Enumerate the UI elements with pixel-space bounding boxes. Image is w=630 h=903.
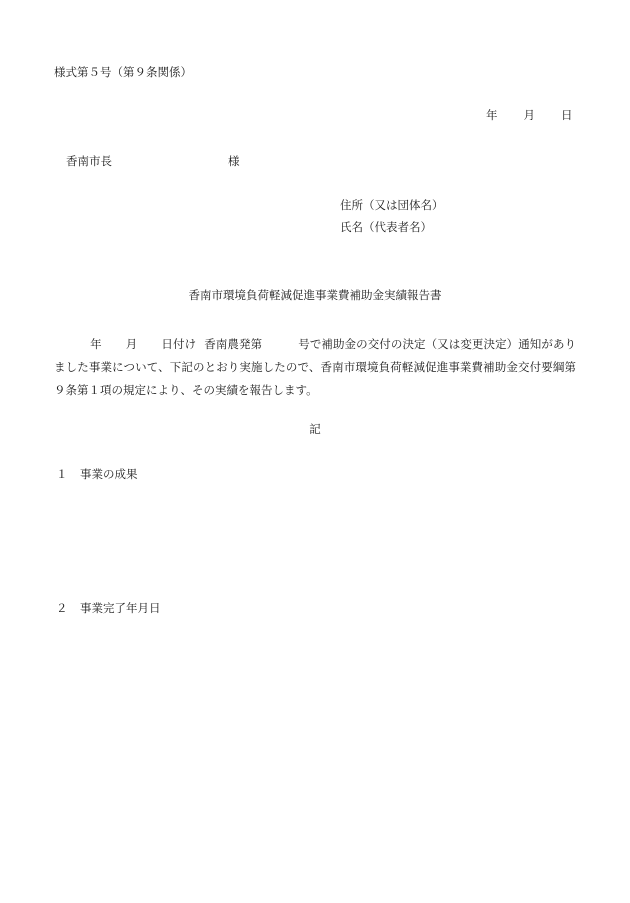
body-text-rest: 号で補助金の交付の決定（又は変更決定）通知がありました事業について、下記のとおり実施したので、香南市環境負荷軽減促進事業費補助金交付要綱第９条第１項の規定により、その実績を報告します。 xyxy=(54,337,577,397)
applicant-name-label: 氏名（代表者名） xyxy=(340,220,432,234)
date-year-label: 年 xyxy=(486,108,498,122)
item-number: １ xyxy=(56,467,68,481)
form-number: 様式第５号（第９条関係） xyxy=(54,65,192,79)
date-month-label: 月 xyxy=(523,108,535,122)
body-issuer-label: 香南農発第 xyxy=(204,337,263,351)
applicant-address-label: 住所（又は団体名） xyxy=(340,198,444,212)
addressee-honorific: 様 xyxy=(228,154,240,168)
date-day-label: 日 xyxy=(561,108,573,122)
item-number: ２ xyxy=(56,601,68,615)
addressee xyxy=(66,156,240,168)
item-label: 事業完了年月日 xyxy=(80,601,161,615)
item-completion-date xyxy=(56,603,161,615)
addressee-name: 香南市長 xyxy=(66,154,112,168)
body-paragraph xyxy=(54,333,576,402)
item-achievements xyxy=(56,469,138,481)
date-line xyxy=(486,110,573,122)
body-year-label: 年 xyxy=(90,337,102,351)
body-month-label: 月 xyxy=(125,337,138,351)
document-title: 香南市環境負荷軽減促進事業費補助金実績報告書 xyxy=(188,288,442,302)
body-day-label: 日付け xyxy=(161,337,197,351)
note-heading: 記 xyxy=(309,422,321,436)
item-label: 事業の成果 xyxy=(80,467,138,481)
